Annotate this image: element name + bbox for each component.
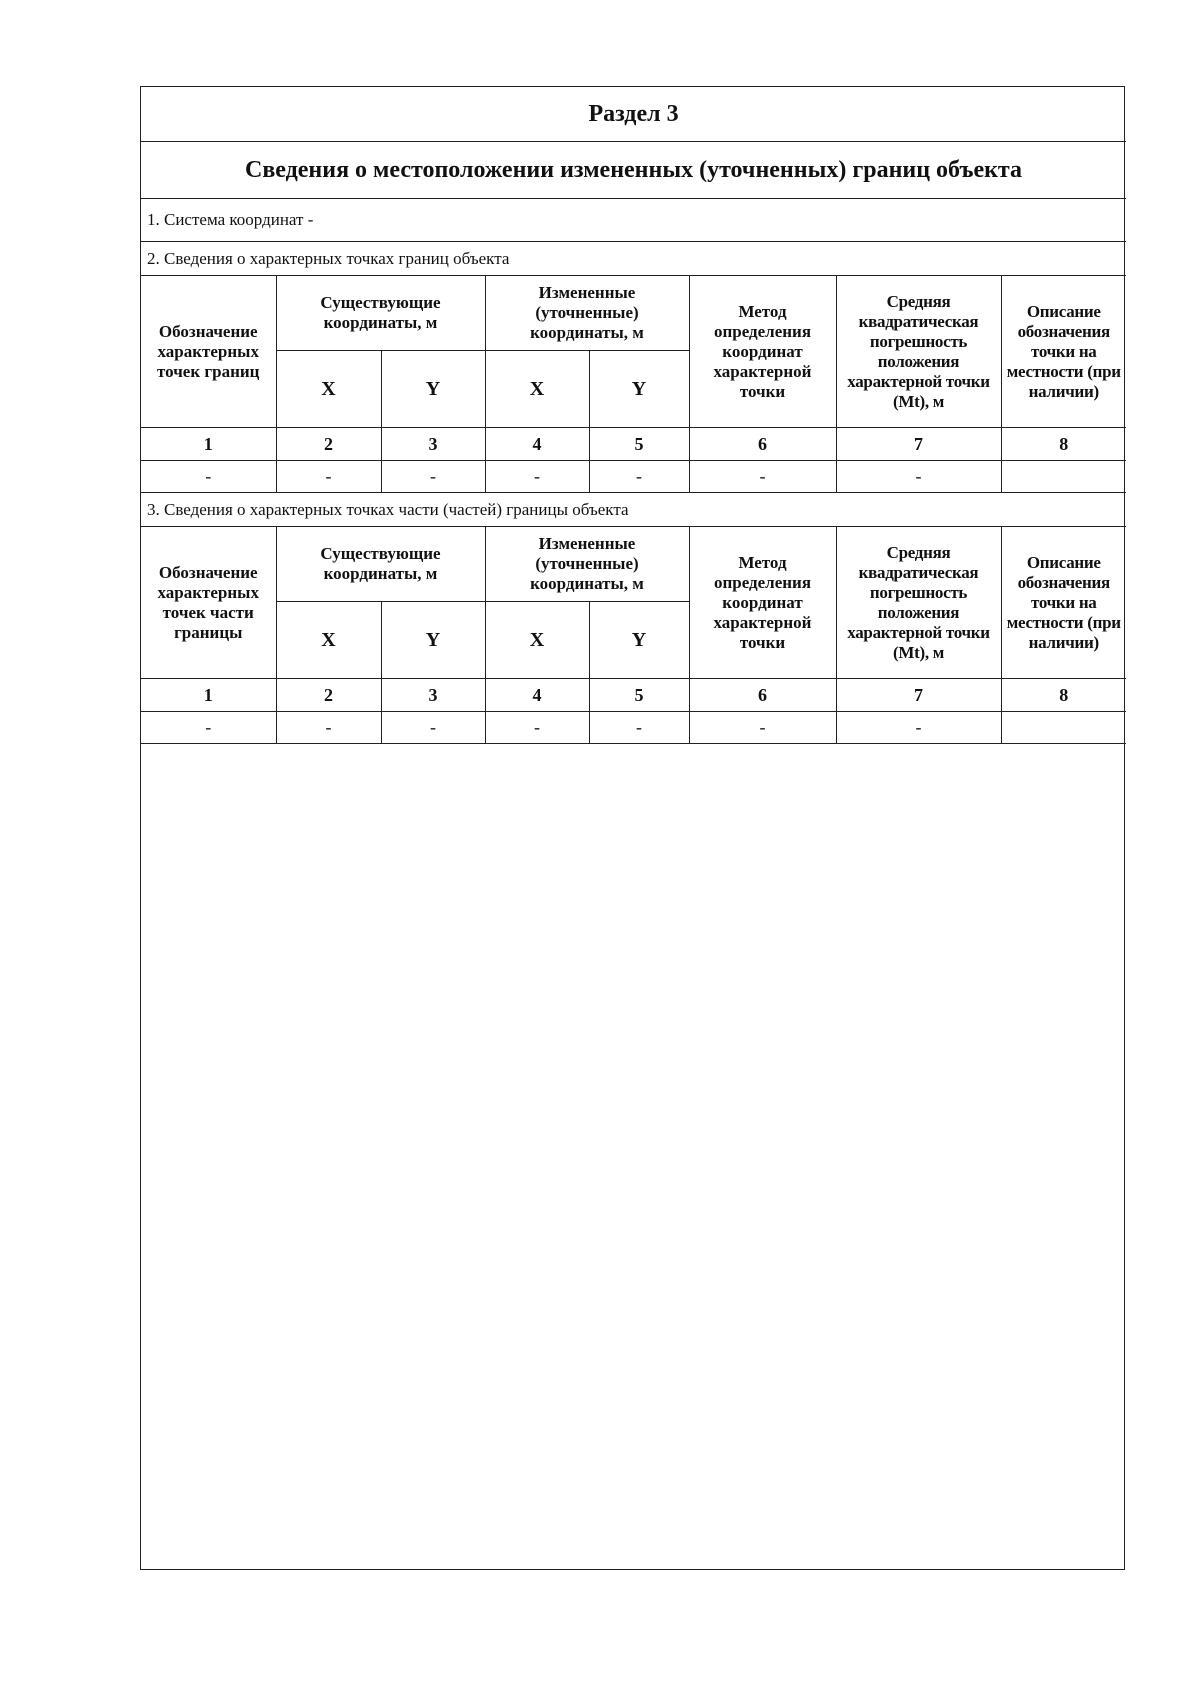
table2-number-cell: 3 [381, 679, 485, 712]
table2-header-changed: Измененные (уточненные) координаты, м [485, 527, 689, 602]
table2-header-error: Средняя квадратическая погрешность положения характерной точки (Mt), м [836, 527, 1001, 679]
table2-cell: - [381, 712, 485, 744]
coordinate-system-line: 1. Система координат - [141, 199, 1126, 242]
table1-number-cell: 2 [276, 428, 381, 461]
table2-number-cell: 4 [485, 679, 589, 712]
table1-number-cell: 5 [589, 428, 689, 461]
table1-header-method: Метод определения координат характерной точки [689, 276, 836, 428]
section-subtitle: Сведения о местоположении измененных (уточненных) границ объекта [141, 142, 1126, 199]
table1-header-changed-y: Y [589, 351, 689, 428]
table1-header-description: Описание обозначения точки на местности (при наличии) [1001, 276, 1126, 428]
table1-number-cell: 3 [381, 428, 485, 461]
table2-caption: 3. Сведения о характерных точках части (частей) границы объекта [141, 493, 1126, 527]
table2-number-row [141, 679, 1126, 712]
table1-number-cell: 8 [1001, 428, 1126, 461]
section-title: Раздел 3 [141, 87, 1126, 142]
table2-cell: - [485, 712, 589, 744]
table2-number-cell: 5 [589, 679, 689, 712]
table2-cell: - [589, 712, 689, 744]
table1-cell: - [689, 461, 836, 493]
table1-cell [1001, 461, 1126, 493]
table1-row [141, 461, 1126, 493]
table1-header-changed-x: X [485, 351, 589, 428]
table2-cell: - [141, 712, 276, 744]
table2-header-changed-y: Y [589, 602, 689, 679]
table1-number-cell: 7 [836, 428, 1001, 461]
table1-header-existing: Существующие координаты, м [276, 276, 485, 351]
section-table [141, 87, 1126, 744]
table2-header-existing: Существующие координаты, м [276, 527, 485, 602]
table1-caption: 2. Сведения о характерных точках границ объекта [141, 242, 1126, 276]
table2-cell: - [836, 712, 1001, 744]
table2-number-cell: 1 [141, 679, 276, 712]
table1-cell: - [381, 461, 485, 493]
document-frame [140, 86, 1125, 1570]
table2-number-cell: 6 [689, 679, 836, 712]
table1-cell: - [589, 461, 689, 493]
table1-header-changed: Измененные (уточненные) координаты, м [485, 276, 689, 351]
table1-header-error: Средняя квадратическая погрешность положения характерной точки (Mt), м [836, 276, 1001, 428]
table1-number-row [141, 428, 1126, 461]
table2-header-existing-x: X [276, 602, 381, 679]
table1-cell: - [141, 461, 276, 493]
table2-header-method: Метод определения координат характерной точки [689, 527, 836, 679]
table2-cell: - [689, 712, 836, 744]
table1-number-cell: 1 [141, 428, 276, 461]
table2-number-cell: 8 [1001, 679, 1126, 712]
table1-header-existing-x: X [276, 351, 381, 428]
table2-header-designation: Обозначение характерных точек части границы [141, 527, 276, 679]
table1-cell: - [276, 461, 381, 493]
table1-cell: - [836, 461, 1001, 493]
table2-cell [1001, 712, 1126, 744]
table1-number-cell: 6 [689, 428, 836, 461]
table1-number-cell: 4 [485, 428, 589, 461]
table2-header-changed-x: X [485, 602, 589, 679]
table2-number-cell: 2 [276, 679, 381, 712]
table2-header-existing-y: Y [381, 602, 485, 679]
table2-cell: - [276, 712, 381, 744]
table1-cell: - [485, 461, 589, 493]
table1-header-designation: Обозначение характерных точек границ [141, 276, 276, 428]
table1-header-existing-y: Y [381, 351, 485, 428]
table2-header-description: Описание обозначения точки на местности (при наличии) [1001, 527, 1126, 679]
table2-number-cell: 7 [836, 679, 1001, 712]
table2-row [141, 712, 1126, 744]
